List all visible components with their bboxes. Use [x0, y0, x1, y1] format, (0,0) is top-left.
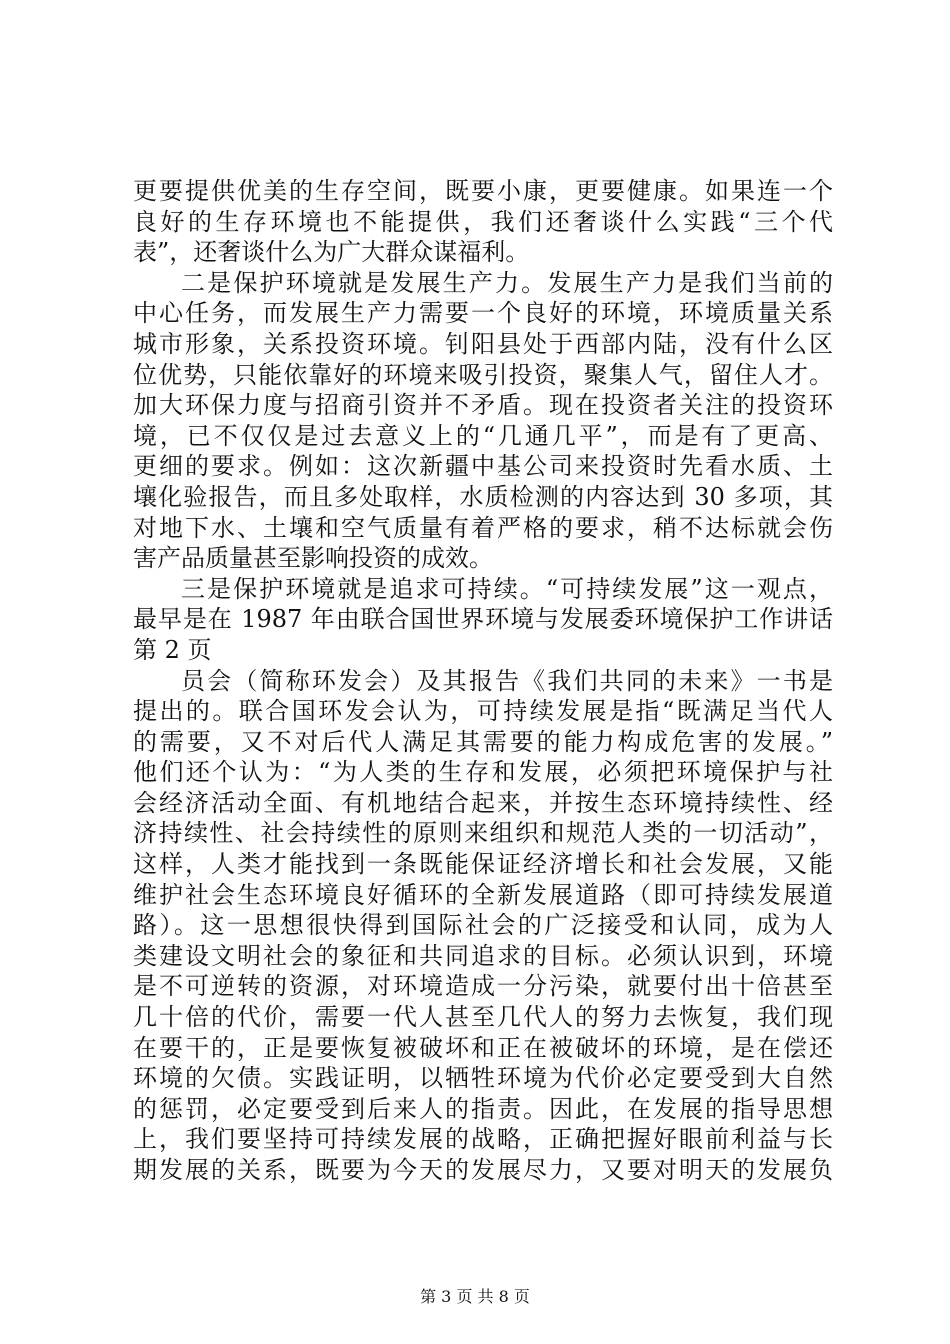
text-line-26: 类建设文明社会的象征和共同追求的目标。必须认识到，环境: [133, 941, 833, 970]
text-line-3: 表”，还奢谈什么为广大群众谋福利。: [133, 238, 530, 267]
text-line-5: 中心任务，而发展生产力需要一个良好的环境，环境质量关系: [133, 299, 833, 328]
text-line-2: 良好的生存环境也不能提供，我们还奢谈什么实践“三个代: [133, 207, 833, 236]
text-line-28: 几十倍的代价，需要一代人甚至几代人的努力去恢复，我们现: [133, 1003, 833, 1032]
text-line-27: 是不可逆转的资源，对环境造成一分污染，就要付出十倍甚至: [133, 972, 833, 1001]
text-line-6: 城市形象，关系投资环境。钊阳县处于西部内陆，没有什么区: [133, 329, 833, 358]
page-footer: 第 3 页 共 8 页: [420, 1287, 530, 1306]
text-line-29: 在要干的，正是要恢复被破坏和正在被破坏的环境，是在偿还: [133, 1033, 833, 1062]
text-line-22: 济持续性、社会持续性的原则来组织和规范人类的一切活动”，: [133, 819, 833, 848]
text-line-9: 境，已不仅仅是过去意义上的“几通几平”，而是有了更高、: [133, 421, 833, 450]
text-line-14: 三是保护环境就是追求可持续。“可持续发展”这一观点，: [181, 574, 833, 603]
text-line-15: 最早是在 1987 年由联合国世界环境与发展委环境保护工作讲话: [133, 605, 833, 634]
text-line-8: 加大环保力度与招商引资并不矛盾。现在投资者关注的投资环: [133, 391, 833, 420]
text-line-30: 环境的欠债。实践证明，以牺牲环境为代价必定要受到大自然: [133, 1064, 833, 1093]
text-line-7: 位优势，只能依靠好的环境来吸引投资，聚集人气，留住人才。: [133, 360, 833, 389]
text-line-21: 会经济活动全面、有机地结合起来，并按生态环境持续性、经: [133, 788, 833, 817]
text-line-25: 路）。这一思想很快得到国际社会的广泛接受和认同，成为人: [133, 911, 833, 940]
text-line-33: 期发展的关系，既要为今天的发展尽力，又要对明天的发展负: [133, 1156, 833, 1184]
text-line-23: 这样，人类才能找到一条既能保证经济增长和社会发展，又能: [133, 850, 833, 879]
text-line-24: 维护社会生态环境良好循环的全新发展道路（即可持续发展道: [133, 880, 833, 909]
text-line-10: 更细的要求。例如：这次新疆中基公司来投资时先看水质、土: [133, 452, 833, 481]
text-line-13: 害产品质量甚至影响投资的成效。: [133, 544, 493, 573]
page-marker-line: 第 2 页: [133, 635, 212, 664]
text-line-19: 的需要，又不对后代人满足其需要的能力构成危害的发展。”: [133, 727, 833, 756]
text-line-32: 上，我们要坚持可持续发展的战略，正确把握好眼前利益与长: [133, 1125, 833, 1154]
text-line-20: 他们还个认为：“为人类的生存和发展，必须把环境保护与社: [133, 758, 833, 787]
text-line-11: 壤化验报告，而且多处取样，水质检测的内容达到 30 多项，其: [133, 482, 833, 511]
text-line-1: 更要提供优美的生存空间，既要小康，更要健康。如果连一个: [133, 177, 833, 205]
document-body: [133, 176, 833, 1186]
text-line-17: 员会（简称环发会）及其报告《我们共同的未来》一书是: [181, 666, 833, 695]
text-line-12: 对地下水、土壤和空气质量有着严格的要求，稍不达标就会伤: [133, 513, 833, 542]
text-line-31: 的惩罚，必定要受到后来人的指责。因此，在发展的指导思想: [133, 1094, 833, 1123]
text-line-18: 提出的。联合国环发会认为，可持续发展是指“既满足当代人: [133, 697, 833, 726]
text-line-4: 二是保护环境就是发展生产力。发展生产力是我们当前的: [181, 268, 833, 297]
